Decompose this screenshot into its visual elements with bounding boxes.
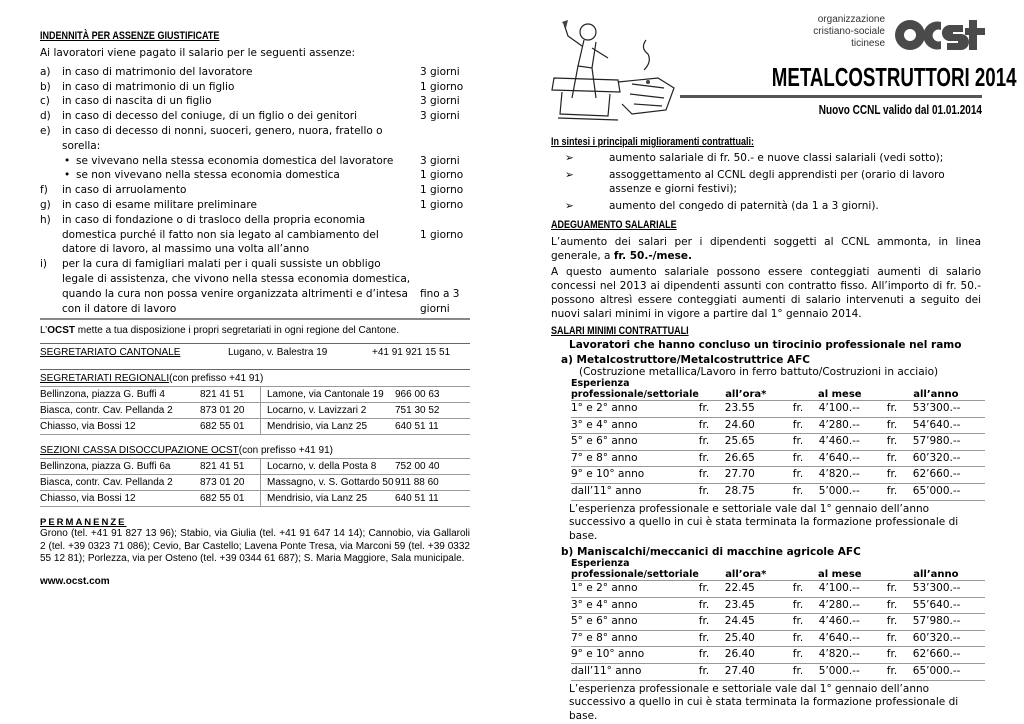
salary-yearly: 57’980.--: [913, 434, 985, 451]
salary-yearly: 60’320.--: [913, 630, 985, 647]
leave-text: in caso di decesso del coniuge, di un figlio o dei genitori: [62, 110, 357, 123]
salary-hourly: 23.45: [725, 597, 793, 614]
title-rule: [680, 95, 982, 98]
salary-row: [571, 647, 985, 664]
ocst-brand: OCST: [47, 325, 76, 336]
leave-text: in caso di esame militare preliminare: [62, 198, 257, 211]
leave-text: in caso di matrimonio del lavoratore: [62, 65, 253, 78]
salary-monthly: 4’100.--: [819, 581, 887, 598]
currency-label: fr.: [887, 664, 913, 681]
currency-label: fr.: [887, 630, 913, 647]
leave-letter: a): [40, 65, 51, 78]
leave-item: [40, 168, 470, 183]
office-address: Bellinzona, piazza G. Buffi 6a: [40, 461, 171, 472]
leave-text: in caso di fondazione o di trasloco della propria economia domestica purché il fatto non sia legato al cambiamento del datore di lavoro, al massimo una volta all’anno: [62, 213, 379, 256]
office-row: [40, 475, 470, 491]
salary-header-row: [571, 558, 985, 581]
office-row: [40, 419, 470, 435]
salary-row: [571, 467, 985, 484]
salary-row: [571, 417, 985, 434]
cat-b-title: b) Maniscalchi/meccanici di macchine agricole AFC: [561, 546, 861, 559]
salary-yearly: 62’660.--: [913, 647, 985, 664]
salary-yearly: 53’300.--: [913, 401, 985, 418]
currency-label: fr.: [887, 483, 913, 500]
cassa-grid: [40, 458, 470, 507]
leave-text: in caso di decesso di nonni, suoceri, genero, nuora, fratello o sorella:: [62, 124, 383, 152]
salary-hourly: 26.40: [725, 647, 793, 664]
ocst-logo: [805, 14, 995, 56]
leave-value: 1 giorno: [420, 184, 464, 197]
currency-label: fr.: [793, 450, 819, 467]
salary-table-a: [571, 378, 985, 501]
office-address: Biasca, contr. Cav. Pellanda 2: [40, 477, 173, 488]
salary-experience: 7° e 8° anno: [571, 450, 699, 467]
salary-monthly: 4’460.--: [819, 434, 887, 451]
salari-intro: Lavoratori che hanno concluso un tirocinio professionale nel ramo: [569, 339, 962, 351]
currency-label: fr.: [793, 483, 819, 500]
leave-letter: d): [40, 110, 51, 123]
salary-hourly: 25.65: [725, 434, 793, 451]
office-phone: 682 55 01: [200, 493, 245, 504]
salary-yearly: 57’980.--: [913, 614, 985, 631]
currency-label: fr.: [699, 614, 725, 631]
summary-title: In sintesi i principali miglioramenti contrattuali:: [551, 136, 754, 148]
leave-item: [40, 154, 470, 169]
salary-header-row: [571, 378, 985, 401]
cat-a-title: a) Metalcostruttore/Metalcostruttrice AFC: [561, 354, 811, 366]
salary-experience: 7° e 8° anno: [571, 630, 699, 647]
leave-letter: [40, 154, 62, 169]
salary-monthly: 4’820.--: [819, 647, 887, 664]
salary-experience: 1° e 2° anno: [571, 581, 699, 598]
currency-label: fr.: [699, 664, 725, 681]
salary-experience: 3° e 4° anno: [571, 597, 699, 614]
salary-yearly: 55’640.--: [913, 597, 985, 614]
leave-letter: g): [40, 198, 51, 211]
currency-label: fr.: [793, 401, 819, 418]
header-experience: Esperienza professionale/settoriale: [571, 558, 699, 581]
arrow-icon: ➢: [565, 199, 574, 212]
salary-yearly: 65’000.--: [913, 664, 985, 681]
summary-item: [551, 168, 981, 197]
office-address: Locarno, v. della Posta 8: [260, 459, 395, 474]
leave-value: 1 giorno: [420, 169, 464, 182]
salary-hourly: 25.40: [725, 630, 793, 647]
salary-row: [571, 434, 985, 451]
office-phone: 752 00 40: [395, 461, 440, 472]
salary-table-b: [571, 558, 985, 681]
leave-intro: Ai lavoratori viene pagato il salario per le seguenti assenze:: [40, 47, 356, 59]
summary-item: [551, 199, 981, 214]
salary-monthly: 4’100.--: [819, 401, 887, 418]
salary-monthly: 4’280.--: [819, 597, 887, 614]
salary-yearly: 60’320.--: [913, 450, 985, 467]
leave-item: [40, 198, 470, 213]
currency-label: fr.: [699, 647, 725, 664]
salary-row: [571, 630, 985, 647]
currency-label: fr.: [887, 597, 913, 614]
currency-label: fr.: [793, 647, 819, 664]
office-address: Mendrisio, via Lanz 25: [260, 419, 395, 434]
subtitle: Nuovo CCNL valido dal 01.01.2014: [818, 103, 982, 117]
currency-label: fr.: [887, 614, 913, 631]
offices-section: [40, 318, 470, 587]
currency-label: fr.: [699, 401, 725, 418]
leave-section: [40, 30, 470, 316]
currency-label: fr.: [699, 630, 725, 647]
office-address: Chiasso, via Bossi 12: [40, 493, 136, 504]
cat-a-note: L’esperienza professionale e settoriale vale dal 1° gennaio dell’anno successivo a quello in cui è stata terminata la formazione professionale di base.: [569, 502, 959, 542]
header-hourly: all’ora*: [699, 558, 793, 581]
leave-text: in caso di matrimonio di un figlio: [62, 80, 235, 93]
office-phone: 966 00 63: [395, 389, 440, 400]
salary-row: [571, 664, 985, 681]
salary-yearly: 65’000.--: [913, 483, 985, 500]
salary-monthly: 4’640.--: [819, 450, 887, 467]
leave-text: • se vivevano nella stessa economia domestica del lavoratore: [62, 154, 420, 169]
salary-row: [571, 597, 985, 614]
leave-letter: e): [40, 124, 51, 137]
office-address: Mendrisio, via Lanz 25: [260, 491, 395, 506]
currency-label: fr.: [887, 417, 913, 434]
office-address: Bellinzona, piazza G. Buffi 4: [40, 389, 165, 400]
summary-text: aumento salariale di fr. 50.- e nuove classi salariali (vedi sotto);: [609, 152, 944, 164]
office-phone: 821 41 51: [200, 461, 245, 472]
salary-hourly: 27.70: [725, 467, 793, 484]
currency-label: fr.: [699, 483, 725, 500]
currency-label: fr.: [793, 664, 819, 681]
salary-experience: 5° e 6° anno: [571, 434, 699, 451]
logo-text: organizzazione cristiano-sociale ticinese: [813, 14, 885, 49]
salary-experience: 1° e 2° anno: [571, 401, 699, 418]
leave-list: [40, 65, 470, 317]
cassa-title: SEZIONI CASSA DISOCCUPAZIONE OCST(con prefisso +41 91): [40, 445, 333, 456]
ocst-logo-mark: [893, 16, 987, 54]
office-row: [40, 387, 470, 403]
currency-label: fr.: [887, 434, 913, 451]
leave-item: [40, 65, 470, 80]
currency-label: fr.: [793, 467, 819, 484]
leave-value: 1 giorno: [420, 80, 464, 93]
main-title: METALCOSTRUTTORI 2014: [771, 62, 1017, 92]
salary-hourly: 28.75: [725, 483, 793, 500]
office-phone: 640 51 11: [395, 421, 439, 432]
office-address: Chiasso, via Bossi 12: [40, 421, 136, 432]
office-row: [40, 491, 470, 507]
office-address: Locarno, v. Lavizzari 2: [260, 403, 395, 418]
salary-monthly: 4’640.--: [819, 630, 887, 647]
office-row: [40, 459, 470, 475]
office-address: Massagno, v. S. Gottardo 50: [260, 475, 395, 490]
salary-yearly: 62’660.--: [913, 467, 985, 484]
header-monthly: al mese: [793, 378, 887, 401]
currency-label: fr.: [699, 467, 725, 484]
arrow-icon: ➢: [565, 168, 574, 181]
leave-item: [40, 109, 470, 124]
summary-text: assoggettamento al CCNL degli apprendisti per (orario di lavoro assenze e giorni festivi);: [609, 168, 945, 195]
salary-monthly: 4’460.--: [819, 614, 887, 631]
leave-value: 1 giorno: [420, 198, 464, 211]
salary-hourly: 22.45: [725, 581, 793, 598]
currency-label: fr.: [887, 647, 913, 664]
currency-label: fr.: [699, 417, 725, 434]
summary-list: [551, 151, 981, 213]
currency-label: fr.: [887, 401, 913, 418]
adeguamento-title: ADEGUAMENTO SALARIALE: [551, 219, 677, 231]
salary-hourly: 26.65: [725, 450, 793, 467]
offices-rule: [40, 318, 470, 320]
cantonale-label: SEGRETARIATO CANTONALE: [40, 347, 181, 358]
website-link[interactable]: www.ocst.com: [40, 575, 110, 587]
cat-b-note: L’esperienza professionale e settoriale vale dal 1° gennaio dell’anno successivo a quello in cui è stata terminata la formazione professionale di base.: [569, 682, 959, 722]
salary-experience: 3° e 4° anno: [571, 417, 699, 434]
currency-label: fr.: [793, 630, 819, 647]
leave-value: 3 giorni: [420, 110, 460, 123]
currency-label: fr.: [699, 450, 725, 467]
salary-monthly: 4’820.--: [819, 467, 887, 484]
leave-value: fino a 3 giorni: [420, 287, 460, 315]
salary-row: [571, 401, 985, 418]
summary-text: aumento del congedo di paternità (da 1 a 3 giorni).: [609, 199, 879, 212]
office-phone: 682 55 01: [200, 421, 245, 432]
header-hourly: all’ora*: [699, 378, 793, 401]
office-phone: 911 88 60: [395, 477, 439, 488]
office-address: Lamone, via Cantonale 19: [260, 387, 395, 402]
salary-row: [571, 581, 985, 598]
salary-yearly: 54’640.--: [913, 417, 985, 434]
header-yearly: all’anno: [887, 378, 985, 401]
salary-experience: 9° e 10° anno: [571, 467, 699, 484]
salari-title: SALARI MINIMI CONTRATTUALI: [551, 325, 689, 337]
leave-item: [40, 94, 470, 109]
currency-label: fr.: [699, 581, 725, 598]
adeguamento-paragraph-1: L’aumento dei salari per i dipendenti soggetti al CCNL ammonta, in linea generale, a fr. 50.-/mese.: [551, 236, 981, 262]
leave-item: [40, 213, 470, 257]
salary-hourly: 24.45: [725, 614, 793, 631]
salary-experience: 5° e 6° anno: [571, 614, 699, 631]
leave-text: • se non vivevano nella stessa economia domestica: [62, 168, 420, 183]
leave-item: [40, 124, 470, 154]
office-address: Biasca, contr. Cav. Pellanda 2: [40, 405, 173, 416]
office-phone: 873 01 20: [200, 405, 245, 416]
salary-hourly: 24.60: [725, 417, 793, 434]
arrow-icon: ➢: [565, 152, 574, 164]
header-monthly: al mese: [793, 558, 887, 581]
salary-hourly: 23.55: [725, 401, 793, 418]
leave-value: 3 giorni: [420, 154, 460, 167]
cantonale-address: Lugano, v. Balestra 19: [228, 347, 328, 358]
regionali-grid: [40, 386, 470, 435]
currency-label: fr.: [887, 467, 913, 484]
currency-label: fr.: [793, 434, 819, 451]
leave-text: in caso di arruolamento: [62, 184, 187, 197]
currency-label: fr.: [699, 434, 725, 451]
summary-item: [551, 151, 981, 166]
salary-row: [571, 614, 985, 631]
permanenze-title: PERMANENZE: [40, 517, 127, 528]
salary-yearly: 53’300.--: [913, 581, 985, 598]
leave-text: in caso di nascita di un figlio: [62, 95, 212, 108]
office-phone: 821 41 51: [200, 389, 245, 400]
permanenze-text: Grono (tel. +41 91 827 13 96); Stabio, via Giulia (tel. +41 91 647 14 14); Cannobio, via Gallaroli 2 (tel. +39 0323 71 086); Cevio, Bar Castello; Lavena Ponte Tresa, via Marconi 59 (tel. +39 0332 55 12 81); Porlezza, via per Osteno (tel. +39 0344 61 687); S. Maria Maggiore, Sala municipale.: [40, 528, 470, 564]
adeguamento-paragraph-2: A questo aumento salariale possono essere conteggiati aumenti di salario concessi nel 2013 ai dipendenti assunti con contratto fisso. All’importo di fr. 50.- possono altresì essere conteggiati aumenti di salario intervenuti a seguito dei nuovi salari minimi in vigore a partire dal 1° gennaio 2014.: [551, 266, 981, 320]
leave-text: per la cura di famigliari malati per i quali sussiste un obbligo legale di assistenza, che vivono nella stessa economia domestica, quando la cura non possa venire organizzata altrimenti e d’intesa con il datore di lavoro: [62, 258, 411, 315]
leave-letter: f): [40, 184, 48, 197]
leave-value: 1 giorno: [420, 228, 464, 241]
cat-a-subtitle: (Costruzione metallica/Lavoro in ferro battuto/Costruzioni in acciaio): [579, 366, 939, 378]
leave-item: [40, 183, 470, 198]
currency-label: fr.: [793, 614, 819, 631]
leave-letter: h): [40, 213, 51, 226]
currency-label: fr.: [793, 581, 819, 598]
office-phone: 751 30 52: [395, 405, 440, 416]
leave-letter: [40, 168, 62, 183]
office-row: [40, 403, 470, 419]
currency-label: fr.: [887, 450, 913, 467]
regionali-title: SEGRETARIATI REGIONALI(con prefisso +41 91): [40, 369, 470, 386]
salary-monthly: 5’000.--: [819, 664, 887, 681]
salary-experience: 9° e 10° anno: [571, 647, 699, 664]
salary-monthly: 4’280.--: [819, 417, 887, 434]
office-phone: 873 01 20: [200, 477, 245, 488]
leave-value: 3 giorni: [420, 95, 460, 108]
offices-intro: L’OCST mette a tua disposizione i propri segretariati in ogni regione del Cantone.: [40, 325, 400, 336]
leave-letter: i): [40, 258, 48, 271]
leave-item: [40, 257, 470, 316]
cantonale-row: [40, 343, 470, 360]
leave-title: INDENNITÀ PER ASSENZE GIUSTIFICATE: [40, 30, 220, 42]
header-experience: Esperienza professionale/settoriale: [571, 378, 699, 400]
leave-letter: c): [40, 95, 50, 108]
leave-item: [40, 80, 470, 95]
currency-label: fr.: [793, 417, 819, 434]
currency-label: fr.: [699, 597, 725, 614]
adeguamento-section: [551, 219, 981, 323]
salary-experience: dall’11° anno: [571, 664, 699, 681]
salary-experience: dall’11° anno: [571, 483, 699, 500]
metalworker-illustration: [548, 18, 678, 128]
leave-letter: b): [40, 80, 51, 93]
leave-value: [420, 124, 470, 154]
header-yearly: all’anno: [887, 558, 985, 581]
leave-value: 3 giorni: [420, 65, 460, 78]
summary-section: [551, 136, 981, 215]
currency-label: fr.: [887, 581, 913, 598]
office-phone: 640 51 11: [395, 493, 439, 504]
salari-section: [551, 325, 981, 723]
salary-monthly: 5’000.--: [819, 483, 887, 500]
salary-hourly: 27.40: [725, 664, 793, 681]
salary-row: [571, 450, 985, 467]
currency-label: fr.: [793, 597, 819, 614]
salary-row: [571, 483, 985, 500]
cantonale-phone: +41 91 921 15 51: [372, 347, 451, 358]
